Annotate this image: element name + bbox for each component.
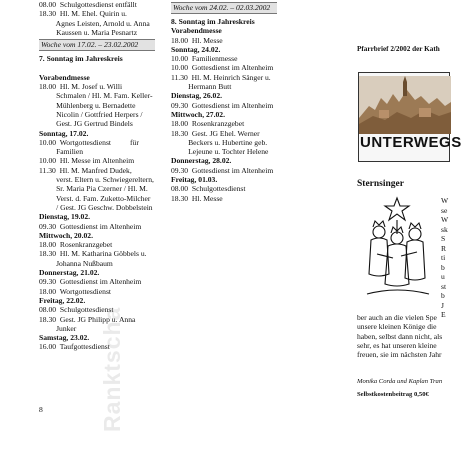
cropped-line-fragment: sk bbox=[441, 224, 448, 234]
schedule-entry: 18.30 Gest. JG Philipp u. Anna bbox=[39, 314, 136, 324]
sternsinger-text bbox=[357, 313, 450, 359]
schedule-entry bbox=[39, 63, 155, 72]
schedule-entry: 09.30 Gottesdienst im Altenheim bbox=[39, 221, 142, 231]
watermark-text: Ranktscha bbox=[99, 306, 125, 432]
schedule-entry: 18.30 Gest. JG Ehel. Werner bbox=[171, 128, 260, 138]
schedule-entry: Junker bbox=[39, 323, 77, 333]
day-heading: Donnerstag, 28.02. bbox=[171, 156, 232, 166]
schedule-column-middle bbox=[171, 0, 277, 203]
schedule-entry: 18.00 Hl. M. Josef u. Willi bbox=[39, 82, 123, 92]
schedule-entry: Agnes Leisten, Arnold u. Anna bbox=[39, 18, 150, 28]
cropped-line-fragment: W bbox=[441, 196, 449, 205]
schedule-entry: 18.00 Hl. Messe bbox=[171, 35, 223, 45]
schedule-column-left bbox=[39, 0, 155, 352]
cost-note: Selbstkostenbeitrag 0,50€ bbox=[357, 391, 429, 398]
day-heading: Sonntag, 24.02. bbox=[171, 44, 221, 54]
cropped-line-fragment: R bbox=[441, 243, 447, 253]
schedule-entry: 10.00 Wortgottesdienst für bbox=[39, 137, 139, 147]
schedule-entry: 09.30 Gottesdienst im Altenheim bbox=[39, 277, 142, 287]
schedule-entry: Familien bbox=[39, 147, 84, 157]
schedule-entry: 10.00 Hl. Messe im Altenheim bbox=[39, 156, 135, 166]
town-illustration bbox=[359, 76, 451, 134]
schedule-entry: Lejeune u. Tochter Helene bbox=[171, 147, 269, 157]
schedule-entry: 09.30 Gottesdienst im Altenheim bbox=[171, 165, 274, 175]
schedule-entry: Beckers u. Hubertine geb. bbox=[171, 137, 268, 147]
schedule-entry: 08.00 Schulgottesdienst bbox=[39, 305, 114, 315]
day-heading: Dienstag, 19.02. bbox=[39, 212, 91, 222]
schedule-entry: 18.30 Hl. M. Katharina Göbbels u. bbox=[39, 249, 147, 259]
day-heading: Mittwoch, 20.02. bbox=[39, 230, 93, 240]
banner-title: UNTERWEGS bbox=[360, 134, 462, 151]
schedule-entry: Verst. d. Fam. Zuketto-Milcher bbox=[39, 193, 151, 203]
schedule-entry: 18.30 Hl. M. Ehel. Quirin u. bbox=[39, 9, 127, 19]
schedule-entry: Johanna Nußbaum bbox=[39, 258, 113, 268]
schedule-entry: Kaussen u. Maria Pesnartz bbox=[39, 27, 138, 37]
day-heading: Donnerstag, 21.02. bbox=[39, 268, 100, 278]
day-heading: Sonntag, 17.02. bbox=[39, 128, 89, 138]
text-line: ber auch an die vielen Spe bbox=[357, 313, 437, 322]
day-heading: Mittwoch, 27.02. bbox=[171, 109, 225, 119]
day-heading: Freitag, 01.03. bbox=[171, 175, 218, 185]
carryover-entries bbox=[39, 0, 155, 37]
week-entries-middle bbox=[171, 17, 277, 203]
day-heading: Freitag, 22.02. bbox=[39, 295, 86, 305]
week-header-24-02: Woche vom 24.02. – 02.03.2002 bbox=[171, 2, 277, 14]
day-heading: Samstag, 23.02. bbox=[39, 333, 90, 343]
day-heading: Dienstag, 26.02. bbox=[171, 91, 223, 101]
schedule-entry: 18.00 Wortgottesdienst bbox=[39, 286, 112, 296]
text-line: freuen, sie im nächsten Jahr bbox=[357, 350, 442, 360]
schedule-entry: 08.00 Schulgottesdienst entfällt bbox=[39, 0, 137, 9]
cropped-line-fragment: ti bbox=[441, 253, 446, 262]
schedule-entry: 10.00 Gottesdienst im Altenheim bbox=[171, 63, 274, 73]
schedule-entry: Gest. JG Gertrud Bindels bbox=[39, 119, 133, 129]
day-heading: Vorabendmesse bbox=[39, 72, 90, 82]
cropped-line-fragment: W bbox=[441, 215, 449, 224]
newsletter-subtitle: Pfarrbrief 2/2002 der Kath bbox=[357, 45, 440, 53]
week-entries-left bbox=[39, 54, 155, 352]
star-singers-illustration bbox=[357, 194, 437, 309]
text-line: unsere kleinen Könige die bbox=[357, 322, 437, 332]
day-heading: 7. Sonntag im Jahreskreis bbox=[39, 54, 123, 64]
text-line: sehr, es hat unseren kleine bbox=[357, 340, 437, 350]
schedule-entry: 11.30 Hl. M. Heinrich Sänger u. bbox=[171, 72, 271, 82]
schedule-entry: Sr. Maria Pia Czerner / Hl. M. bbox=[39, 184, 148, 194]
cropped-line-fragment: b bbox=[441, 262, 445, 272]
cropped-line-fragment: u bbox=[441, 272, 445, 281]
week-header-17-23: Woche vom 17.02. – 23.02.2002 bbox=[39, 39, 155, 51]
day-heading: Vorabendmesse bbox=[171, 26, 222, 36]
schedule-entry: 18.30 Hl. Messe bbox=[171, 193, 223, 203]
schedule-entry: 18.00 Rosenkranzgebet bbox=[39, 240, 113, 250]
schedule-entry: Mühlenberg u. Bernadette bbox=[39, 100, 136, 110]
schedule-entry: / Gest. JG Geschw. Dobbelstein bbox=[39, 202, 153, 212]
schedule-entry: Schmalen / Hl. M. Fam. Keller- bbox=[39, 91, 153, 101]
schedule-entry: 11.30 Hl. M. Manfred Dudek, bbox=[39, 165, 132, 175]
page-number: 8 bbox=[39, 405, 43, 414]
schedule-entry: Hermann Butt bbox=[171, 82, 232, 92]
schedule-entry: 16.00 Taufgottesdienst bbox=[39, 342, 110, 352]
cropped-line-fragment: J bbox=[441, 300, 444, 310]
cropped-line-fragment: S bbox=[441, 234, 446, 243]
cropped-line-fragment: se bbox=[441, 205, 448, 215]
schedule-entry: 18.00 Rosenkranzgebet bbox=[171, 119, 245, 129]
cropped-line-fragment: E bbox=[441, 310, 446, 319]
schedule-entry: 08.00 Schulgottesdienst bbox=[171, 184, 246, 194]
signature: Monika Corda und Kaplan Tran bbox=[357, 378, 443, 385]
banner-photo bbox=[359, 76, 450, 134]
schedule-entry: verst. Eltern u. Schwiegereltern, bbox=[39, 175, 154, 185]
text-line: haben, selbst dann nicht, als bbox=[357, 331, 443, 341]
schedule-entry: 09.30 Gottesdienst im Altenheim bbox=[171, 100, 274, 110]
cropped-line-fragment: st bbox=[441, 281, 447, 291]
unterwegs-banner bbox=[358, 72, 462, 162]
schedule-entry: Nicolin / Gottfried Herpers / bbox=[39, 109, 143, 119]
section-heading-sternsinger: Sternsinger bbox=[357, 179, 404, 189]
day-heading: 8. Sonntag im Jahreskreis bbox=[171, 17, 255, 26]
cropped-line-fragment: b bbox=[441, 291, 445, 300]
cropped-column-letters bbox=[441, 196, 450, 320]
schedule-entry: 10.00 Familienmesse bbox=[171, 54, 238, 64]
